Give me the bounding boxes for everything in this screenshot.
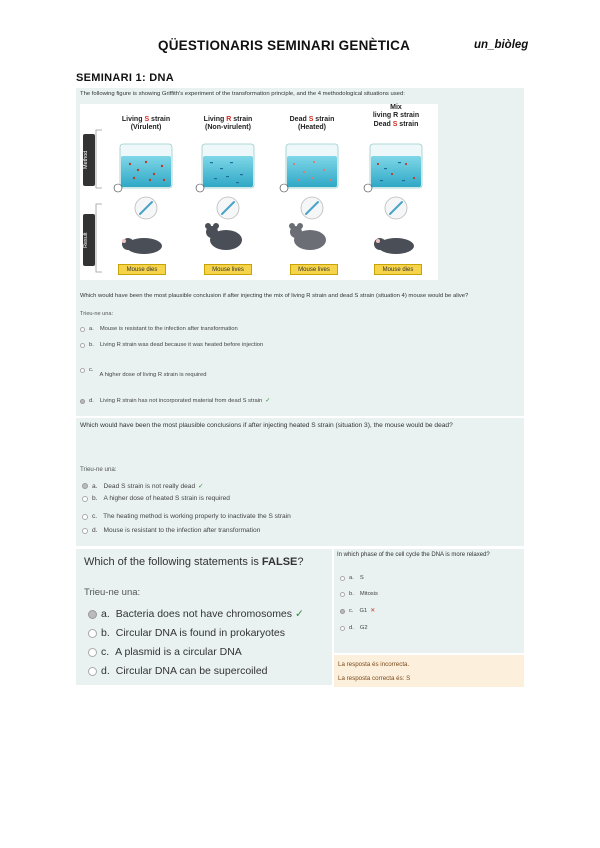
beaker-4 bbox=[364, 144, 422, 192]
correct-check-icon: ✓ bbox=[295, 608, 304, 620]
q1-option-b[interactable]: b. Living R strain was dead because it was heated before injection bbox=[80, 342, 263, 348]
question-3-panel bbox=[76, 549, 332, 685]
experiment-drawings bbox=[80, 104, 438, 280]
q2-option-a-radio[interactable] bbox=[82, 483, 88, 489]
q1-option-a-radio[interactable] bbox=[80, 327, 85, 332]
question-3-prompt: Trieu-ne una: bbox=[84, 587, 141, 598]
q4-option-d[interactable]: d. G2 bbox=[340, 625, 368, 631]
strain-label-3: Dead S strain (Heated) bbox=[289, 116, 335, 132]
q2-option-d[interactable]: d. Mouse is resistant to the infection after transformation bbox=[82, 527, 260, 534]
question-2-prompt: Trieu-ne una: bbox=[80, 466, 117, 473]
q2-option-c[interactable]: c. The heating method is working properly to inactivate the S strain bbox=[82, 513, 291, 520]
q1-option-a[interactable]: a. Mouse is resistant to the infection after transformation bbox=[80, 326, 238, 332]
strain-label-1: Living S strain (Virulent) bbox=[121, 116, 171, 132]
strain-label-4: Mix living R strain Dead S strain bbox=[372, 104, 420, 128]
q3-option-a-radio[interactable] bbox=[88, 610, 97, 619]
q4-option-c[interactable]: c. G1 ✕ bbox=[340, 608, 375, 614]
q3-option-a[interactable]: a. Bacteria does not have chromosomes ✓ bbox=[88, 608, 304, 620]
q3-option-b[interactable]: b. Circular DNA is found in prokaryotes bbox=[88, 627, 285, 639]
outcome-badge-2: Mouse lives bbox=[204, 264, 252, 275]
q4-option-a[interactable]: a. S bbox=[340, 575, 364, 581]
side-tag-method: Method bbox=[83, 134, 95, 186]
q4-option-a-radio[interactable] bbox=[340, 576, 345, 581]
griffith-experiment-figure bbox=[80, 104, 438, 280]
q1-option-c-radio[interactable] bbox=[80, 368, 85, 373]
beaker-2 bbox=[196, 144, 254, 192]
mice bbox=[122, 223, 414, 254]
page-header bbox=[0, 38, 600, 58]
correct-check-icon: ✓ bbox=[265, 398, 271, 404]
q1-option-d-radio[interactable] bbox=[80, 399, 85, 404]
q3-option-b-radio[interactable] bbox=[88, 629, 97, 638]
q3-option-c[interactable]: c. A plasmid is a circular DNA bbox=[88, 646, 242, 658]
q3-option-d-radio[interactable] bbox=[88, 667, 97, 676]
feedback-incorrect: La resposta és incorrecta. bbox=[338, 661, 410, 668]
question-2-text: Which would have been the most plausible conclusions if after injecting heated S strain (situation 3), the mouse would be dead? bbox=[80, 422, 453, 429]
q4-option-b-radio[interactable] bbox=[340, 592, 345, 597]
beaker-3 bbox=[280, 144, 338, 192]
question-4-panel bbox=[334, 549, 524, 653]
section-title: SEMINARI 1: DNA bbox=[76, 72, 175, 84]
outcome-badge-3: Mouse lives bbox=[290, 264, 338, 275]
syringe-circles bbox=[135, 197, 407, 219]
author-tag: un_biòleg bbox=[474, 39, 529, 51]
feedback-correct-answer: La resposta correcta és: S bbox=[338, 675, 411, 682]
q1-option-d[interactable]: d. Living R strain has not incorporated material from dead S strain ✓ bbox=[80, 398, 270, 404]
q2-option-a[interactable]: a. Dead S strain is not really dead ✓ bbox=[82, 482, 204, 490]
strain-label-2: Living R strain (Non-virulent) bbox=[203, 116, 253, 132]
q2-option-b-radio[interactable] bbox=[82, 496, 88, 502]
question-3-text: Which of the following statements is FALSE? bbox=[84, 556, 304, 568]
q2-option-c-radio[interactable] bbox=[82, 514, 88, 520]
question-1-prompt: Trieu-ne una: bbox=[80, 311, 114, 317]
q2-option-d-radio[interactable] bbox=[82, 528, 88, 534]
q4-option-d-radio[interactable] bbox=[340, 626, 345, 631]
beaker-1 bbox=[114, 144, 172, 192]
question-2-panel bbox=[76, 418, 524, 546]
correct-check-icon: ✓ bbox=[198, 483, 204, 490]
outcome-badge-1: Mouse dies bbox=[118, 264, 166, 275]
q1-option-b-radio[interactable] bbox=[80, 343, 85, 348]
answer-feedback bbox=[334, 655, 524, 687]
q4-option-b[interactable]: b. Mitosis bbox=[340, 591, 378, 597]
outcome-badge-4: Mouse dies bbox=[374, 264, 422, 275]
q3-option-d[interactable]: d. Circular DNA can be supercoiled bbox=[88, 665, 268, 677]
question-4-text: In which phase of the cell cycle the DNA is more relaxed? bbox=[337, 552, 490, 558]
q1-option-c[interactable]: c. A higher dose of living R strain is required bbox=[80, 367, 207, 373]
q3-option-c-radio[interactable] bbox=[88, 648, 97, 657]
q4-option-c-radio[interactable] bbox=[340, 609, 345, 614]
question-1-text: Which would have been the most plausible conclusion if after injecting the mix of living R strain and dead S strain (situation 4) mouse would be alive? bbox=[80, 293, 469, 299]
q2-option-b[interactable]: b. A higher dose of heated S strain is required bbox=[82, 495, 230, 502]
question-1-intro: The following figure is showing Griffith's experiment of the transformation principle, and the 4 methodological situations used: bbox=[80, 91, 405, 97]
side-tag-result: Result bbox=[83, 214, 95, 266]
page-title: QÜESTIONARIS SEMINARI GENÈTICA bbox=[158, 38, 411, 53]
incorrect-cross-icon: ✕ bbox=[370, 608, 376, 614]
